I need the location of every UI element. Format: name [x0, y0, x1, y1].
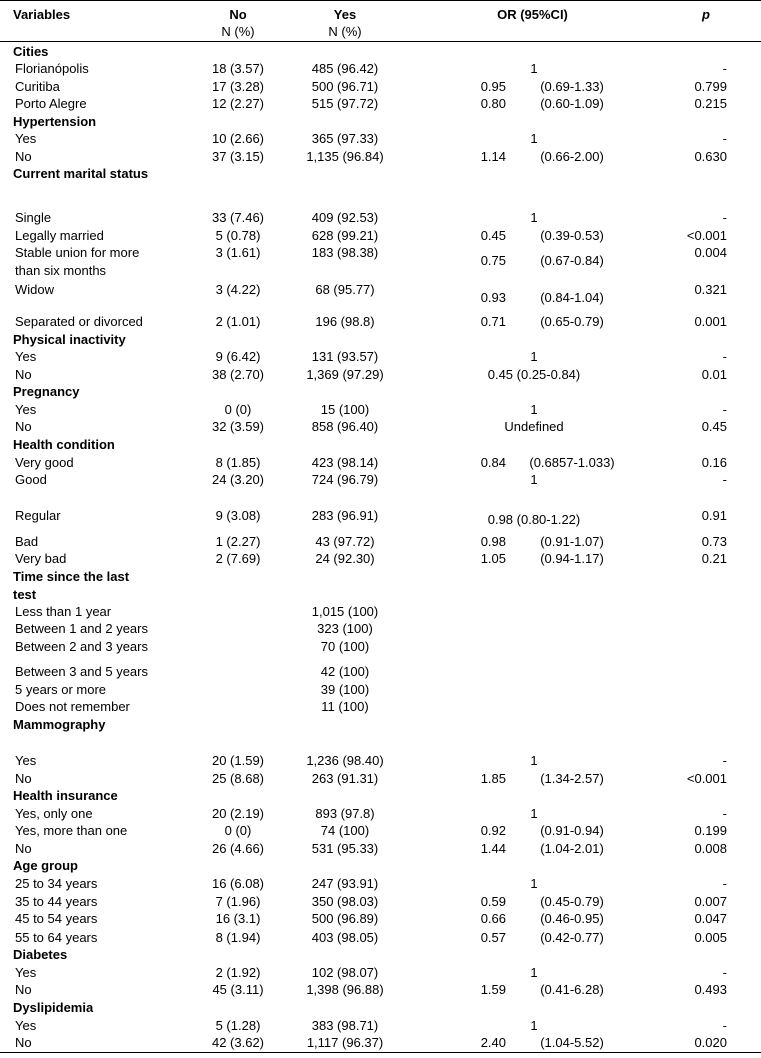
cell-no: 8 (1.85) [215, 455, 261, 470]
cell-ci: (0.42-0.77) [540, 930, 604, 945]
cell-yes: 893 (97.8) [315, 806, 375, 821]
cell-p: 0.493 [694, 982, 727, 997]
row-label: 35 to 44 years [15, 894, 98, 909]
cell-no: 5 (0.78) [215, 228, 261, 243]
header-no: No [229, 7, 247, 22]
cell-p: 0.91 [701, 508, 727, 523]
cell-ci: (0.91-1.07) [540, 534, 604, 549]
cell-or: 1.85 [480, 771, 506, 786]
cell-or: 0.66 [480, 911, 506, 926]
cell-yes: 1,135 (96.84) [306, 149, 384, 164]
row-label: Yes, more than one [15, 823, 128, 838]
cell-p: 0.630 [694, 149, 727, 164]
cell-yes: 485 (96.42) [311, 61, 379, 76]
cell-no: 33 (7.46) [211, 210, 265, 225]
row-label: Single [15, 210, 52, 225]
cell-p: - [722, 131, 727, 146]
cell-p: 0.16 [701, 455, 727, 470]
section-title: Time since the last [13, 569, 130, 584]
cell-ci: (0.69-1.33) [540, 79, 604, 94]
cell-yes: 263 (91.31) [311, 771, 379, 786]
cell-p: - [722, 965, 727, 980]
cell-p: 0.321 [694, 282, 727, 297]
cell-ci: (1.04-5.52) [540, 1035, 604, 1050]
cell-yes: 515 (97.72) [311, 96, 379, 111]
header-or: OR (95%CI) [497, 7, 568, 22]
cell-yes: 1,117 (96.37) [306, 1035, 384, 1050]
cell-or: 1 [530, 806, 538, 821]
row-label: Regular [15, 508, 61, 523]
cell-no: 45 (3.11) [212, 982, 264, 997]
cell-p: - [722, 806, 727, 821]
cell-p: 0.73 [701, 534, 727, 549]
row-label: Yes, only one [15, 806, 93, 821]
cell-p: 0.215 [694, 96, 727, 111]
row-label: Very good [15, 455, 74, 470]
cell-yes: 43 (97.72) [315, 534, 375, 549]
cell-ci: (0.94-1.17) [540, 551, 604, 566]
cell-yes: 350 (98.03) [311, 894, 379, 909]
cell-no: 7 (1.96) [215, 894, 261, 909]
cell-or: 0.98 [480, 534, 506, 549]
row-label: Between 1 and 2 years [15, 621, 148, 636]
cell-yes: 11 (100) [321, 699, 369, 714]
cell-no: 2 (1.92) [215, 965, 261, 980]
cell-no: 26 (4.66) [211, 841, 265, 856]
cell-p: - [722, 349, 727, 364]
cell-no: 9 (6.42) [215, 349, 261, 364]
section-title: Dyslipidemia [13, 1000, 94, 1015]
header-yes-unit: N (%) [328, 24, 362, 39]
cell-p: <0.001 [686, 228, 727, 243]
cell-yes: 283 (96.91) [311, 508, 379, 523]
row-label: Does not remember [15, 699, 130, 714]
cell-or: 0.80 [480, 96, 506, 111]
cell-yes: 1,236 (98.40) [306, 753, 384, 768]
cell-no: 2 (1.01) [215, 314, 261, 329]
cell-yes: 183 (98.38) [311, 245, 379, 260]
cell-p: 0.047 [694, 911, 727, 926]
row-label: Very bad [15, 551, 67, 566]
cell-no: 1 (2.27) [215, 534, 261, 549]
cell-no: 12 (2.27) [211, 96, 265, 111]
cell-no: 5 (1.28) [215, 1018, 261, 1033]
cell-yes: 42 (100) [320, 664, 370, 679]
row-label: Bad [15, 534, 39, 549]
cell-or: 1 [530, 61, 538, 76]
cell-or: 0.95 [480, 79, 506, 94]
cell-no: 18 (3.57) [211, 61, 265, 76]
cell-or: 0.93 [480, 290, 506, 305]
cell-no: 0 (0) [224, 402, 252, 417]
section-title: Mammography [13, 717, 106, 732]
cell-ci: (0.41-6.28) [540, 982, 604, 997]
cell-or: 1 [530, 210, 538, 225]
row-label: Porto Alegre [15, 96, 87, 111]
cell-p: - [722, 876, 727, 891]
cell-no: 2 (7.69) [215, 551, 261, 566]
cell-yes: 1,398 (96.88) [306, 982, 384, 997]
row-label: Yes [15, 402, 37, 417]
row-label: 5 years or more [15, 682, 107, 697]
cell-yes: 74 (100) [320, 823, 370, 838]
section-title: test [13, 587, 37, 602]
cell-or: 1.59 [480, 982, 506, 997]
row-label: No [15, 419, 32, 434]
section-title: Health condition [13, 437, 115, 452]
cell-p: 0.005 [694, 930, 727, 945]
cell-or: 1 [530, 472, 538, 487]
cell-no: 37 (3.15) [211, 149, 265, 164]
cell-p: 0.001 [694, 314, 727, 329]
section-title: Health insurance [13, 788, 118, 803]
cell-p: - [722, 1018, 727, 1033]
cell-yes: 628 (99.21) [311, 228, 379, 243]
cell-yes: 365 (97.33) [311, 131, 379, 146]
row-label: No [15, 367, 32, 382]
section-title: Hypertension [13, 114, 97, 129]
cell-yes: 70 (100) [320, 639, 370, 654]
cell-or: 0.45 [480, 228, 506, 243]
cell-ci: (1.34-2.57) [540, 771, 604, 786]
cell-or: 0.45 (0.25-0.84) [487, 367, 581, 382]
cell-ci: (0.6857-1.033) [529, 455, 615, 470]
row-label: than six months [15, 263, 107, 278]
row-label: Yes [15, 1018, 37, 1033]
cell-yes: 1,369 (97.29) [306, 367, 384, 382]
row-label: 55 to 64 years [15, 930, 98, 945]
row-label: No [15, 1035, 32, 1050]
cell-yes: 724 (96.79) [311, 472, 379, 487]
row-label: Curitiba [15, 79, 60, 94]
cell-p: - [722, 210, 727, 225]
cell-p: - [722, 61, 727, 76]
cell-or: 1 [530, 1018, 538, 1033]
cell-yes: 531 (95.33) [311, 841, 379, 856]
cell-p: - [722, 753, 727, 768]
cell-or: 0.75 [480, 253, 506, 268]
cell-p: <0.001 [686, 771, 727, 786]
cell-ci: (0.67-0.84) [540, 253, 604, 268]
cell-p: - [722, 402, 727, 417]
cell-ci: (0.91-0.94) [540, 823, 604, 838]
section-title: Age group [13, 858, 78, 873]
row-label: Less than 1 year [15, 604, 112, 619]
cell-or: 2.40 [480, 1035, 506, 1050]
row-label: Good [15, 472, 47, 487]
cell-no: 38 (2.70) [211, 367, 265, 382]
row-label: Separated or divorced [15, 314, 143, 329]
cell-p: - [722, 472, 727, 487]
cell-p: 0.799 [694, 79, 727, 94]
cell-yes: 409 (92.53) [311, 210, 379, 225]
row-label: Widow [15, 282, 55, 297]
cell-p: 0.007 [694, 894, 727, 909]
cell-ci: (0.46-0.95) [540, 911, 604, 926]
header-yes: Yes [333, 7, 357, 22]
cell-p: 0.01 [701, 367, 727, 382]
cell-no: 0 (0) [224, 823, 252, 838]
cell-yes: 423 (98.14) [311, 455, 379, 470]
cell-no: 42 (3.62) [211, 1035, 265, 1050]
row-label: 45 to 54 years [15, 911, 98, 926]
cell-yes: 858 (96.40) [311, 419, 379, 434]
cell-or: 1.44 [480, 841, 506, 856]
cell-ci: (0.66-2.00) [540, 149, 604, 164]
cell-no: 16 (3.1) [215, 911, 261, 926]
cell-or: 1 [530, 402, 538, 417]
cell-p: 0.004 [694, 245, 727, 260]
row-label: Florianópolis [15, 61, 89, 76]
section-title: Pregnancy [13, 384, 80, 399]
cell-no: 25 (8.68) [211, 771, 265, 786]
row-label: Stable union for more [15, 245, 140, 260]
cell-or: Undefined [504, 419, 564, 434]
cell-no: 16 (6.08) [211, 876, 265, 891]
cell-or: 1 [530, 876, 538, 891]
row-label: Yes [15, 753, 37, 768]
header-no-unit: N (%) [221, 24, 255, 39]
row-label: No [15, 982, 32, 997]
cell-ci: (0.84-1.04) [540, 290, 604, 305]
header-p: p [702, 7, 710, 22]
header-variables: Variables [13, 7, 71, 22]
cell-p: 0.199 [694, 823, 727, 838]
row-label: Yes [15, 965, 37, 980]
cell-yes: 39 (100) [320, 682, 370, 697]
cell-ci: (0.65-0.79) [540, 314, 604, 329]
cell-or: 1.05 [480, 551, 506, 566]
cell-or: 0.92 [480, 823, 506, 838]
cell-or: 1 [530, 753, 538, 768]
cell-yes: 403 (98.05) [311, 930, 379, 945]
section-title: Current marital status [13, 166, 149, 181]
cell-or: 0.71 [480, 314, 506, 329]
cell-yes: 68 (95.77) [315, 282, 375, 297]
cell-or: 0.98 (0.80-1.22) [487, 512, 581, 527]
cell-ci: (0.39-0.53) [540, 228, 604, 243]
cell-or: 0.59 [480, 894, 506, 909]
row-label: No [15, 149, 32, 164]
cell-yes: 500 (96.89) [311, 911, 379, 926]
bottom-rule [0, 1052, 761, 1053]
cell-ci: (0.60-1.09) [540, 96, 604, 111]
row-label: No [15, 841, 32, 856]
cell-yes: 102 (98.07) [311, 965, 379, 980]
cell-or: 1 [530, 349, 538, 364]
cell-ci: (1.04-2.01) [540, 841, 604, 856]
section-title: Cities [13, 44, 49, 59]
cell-p: 0.21 [701, 551, 727, 566]
cell-no: 9 (3.08) [215, 508, 261, 523]
cell-no: 3 (4.22) [215, 282, 261, 297]
cell-no: 32 (3.59) [211, 419, 265, 434]
row-label: Between 3 and 5 years [15, 664, 148, 679]
cell-no: 24 (3.20) [211, 472, 265, 487]
row-label: No [15, 771, 32, 786]
cell-yes: 500 (96.71) [311, 79, 379, 94]
cell-yes: 1,015 (100) [311, 604, 379, 619]
cell-yes: 247 (93.91) [311, 876, 379, 891]
cell-yes: 24 (92.30) [315, 551, 375, 566]
cell-no: 8 (1.94) [215, 930, 261, 945]
cell-no: 20 (1.59) [211, 753, 265, 768]
cell-or: 0.84 [480, 455, 506, 470]
row-label: 25 to 34 years [15, 876, 98, 891]
cell-no: 3 (1.61) [215, 245, 261, 260]
cell-yes: 15 (100) [320, 402, 370, 417]
cell-p: 0.45 [701, 419, 727, 434]
cell-ci: (0.45-0.79) [540, 894, 604, 909]
cell-or: 0.57 [480, 930, 506, 945]
cell-no: 20 (2.19) [211, 806, 265, 821]
row-label: Yes [15, 349, 37, 364]
cell-or: 1 [530, 131, 538, 146]
cell-or: 1.14 [480, 149, 506, 164]
cell-or: 1 [530, 965, 538, 980]
row-label: Between 2 and 3 years [15, 639, 148, 654]
section-title: Diabetes [13, 947, 68, 962]
cell-yes: 323 (100) [317, 621, 373, 636]
cell-p: 0.008 [694, 841, 727, 856]
cell-no: 17 (3.28) [211, 79, 265, 94]
row-label: Yes [15, 131, 37, 146]
row-label: Legally married [15, 228, 104, 243]
cell-no: 10 (2.66) [211, 131, 265, 146]
cell-p: 0.020 [694, 1035, 727, 1050]
cell-yes: 131 (93.57) [311, 349, 379, 364]
cell-yes: 196 (98.8) [315, 314, 375, 329]
cell-yes: 383 (98.71) [311, 1018, 379, 1033]
section-title: Physical inactivity [13, 332, 126, 347]
